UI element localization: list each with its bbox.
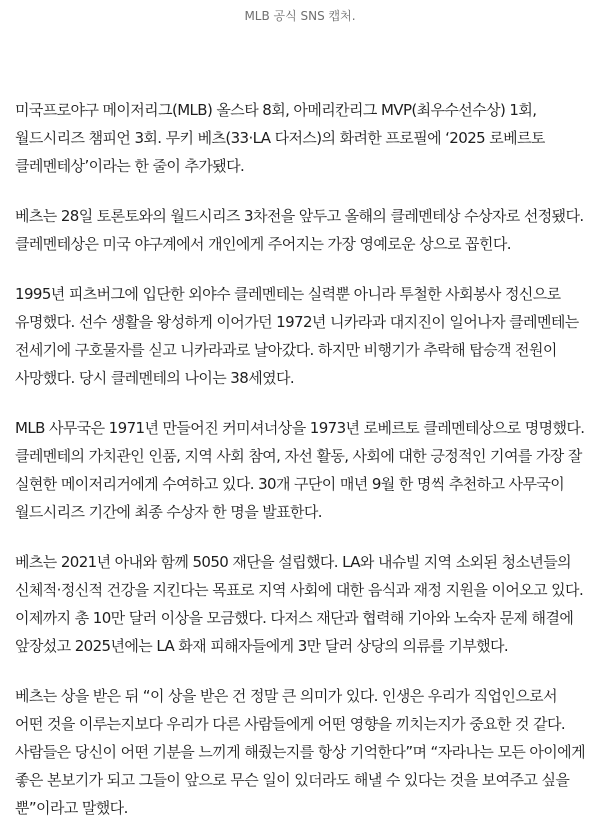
article-paragraph: 베츠는 2021년 아내와 함께 5050 재단을 설립했다. LA와 내슈빌 지역 소외된 청소년들의 신체적·정신적 건강을 지킨다는 목표로 지역 사회에 대한 음식과 재정 지원을 이어오고 있다. 이제까지 총 10만 달러 이상을 모금했다. 다저스 재단과 협력해 기아와 노숙자 문제 해결에 앞장섰고 2025년에는 LA 화재 피해자들에게 3만 달러 상당의 의류를 기부했다.	[15, 553, 584, 655]
article-paragraph: MLB 사무국은 1971년 만들어진 커미셔너상을 1973년 로베르토 클레멘테상으로 명명했다. 클레멘테의 가치관인 인품, 지역 사회 참여, 자선 활동, 사회에 대한 긍정적인 기여를 가장 잘 실현한 메이저리거에게 수여하고 있다. 30개 구단이 매년 9월 한 명씩 추천하고 사무국이 월드시리즈 기간에 최종 수상자 한 명을 발표한다.	[15, 419, 585, 521]
article-paragraph: 1995년 피츠버그에 입단한 외야수 클레멘테는 실력뿐 아니라 투철한 사회봉사 정신으로 유명했다. 선수 생활을 왕성하게 이어가던 1972년 니카라과 대지진이 일어나자 클레멘테는 전세기에 구호물자를 싣고 니카라과로 날아갔다. 하지만 비행기가 추락해 탑승객 전원이 사망했다. 당시 클레멘테의 나이는 38세였다.	[15, 285, 579, 387]
article-paragraph: 미국프로야구 메이저리그(MLB) 올스타 8회, 아메리칸리그 MVP(최우수선수상) 1회, 월드시리즈 챔피언 3회. 무키 베츠(33·LA 다저스)의 화려한 프로필에 ‘2025 로베르토 클레멘테상’이라는 한 줄이 추가됐다.	[15, 101, 545, 175]
image-caption: MLB 공식 SNS 캡처.	[244, 9, 356, 23]
article-paragraph: 베츠는 상을 받은 뒤 “이 상을 받은 건 정말 큰 의미가 있다. 인생은 우리가 직업인으로서 어떤 것을 이루는지보다 우리가 다른 사람들에게 어떤 영향을 끼치는지가 중요한 것 같다. 사람들은 당신이 어떤 기분을 느끼게 해줬는지를 항상 기억한다”며 “자라나는 모든 아이에게 좋은 본보기가 되고 그들이 앞으로 무슨 일이 있더라도 해낼 수 있다는 것을 보여주고 싶을 뿐”이라고 말했다.	[15, 687, 585, 817]
article-body	[15, 96, 587, 822]
article-paragraph: 베츠는 28일 토론토와의 월드시리즈 3차전을 앞두고 올해의 클레멘테상 수상자로 선정됐다. 클레멘테상은 미국 야구계에서 개인에게 주어지는 가장 영예로운 상으로 꼽힌다.	[15, 207, 584, 253]
